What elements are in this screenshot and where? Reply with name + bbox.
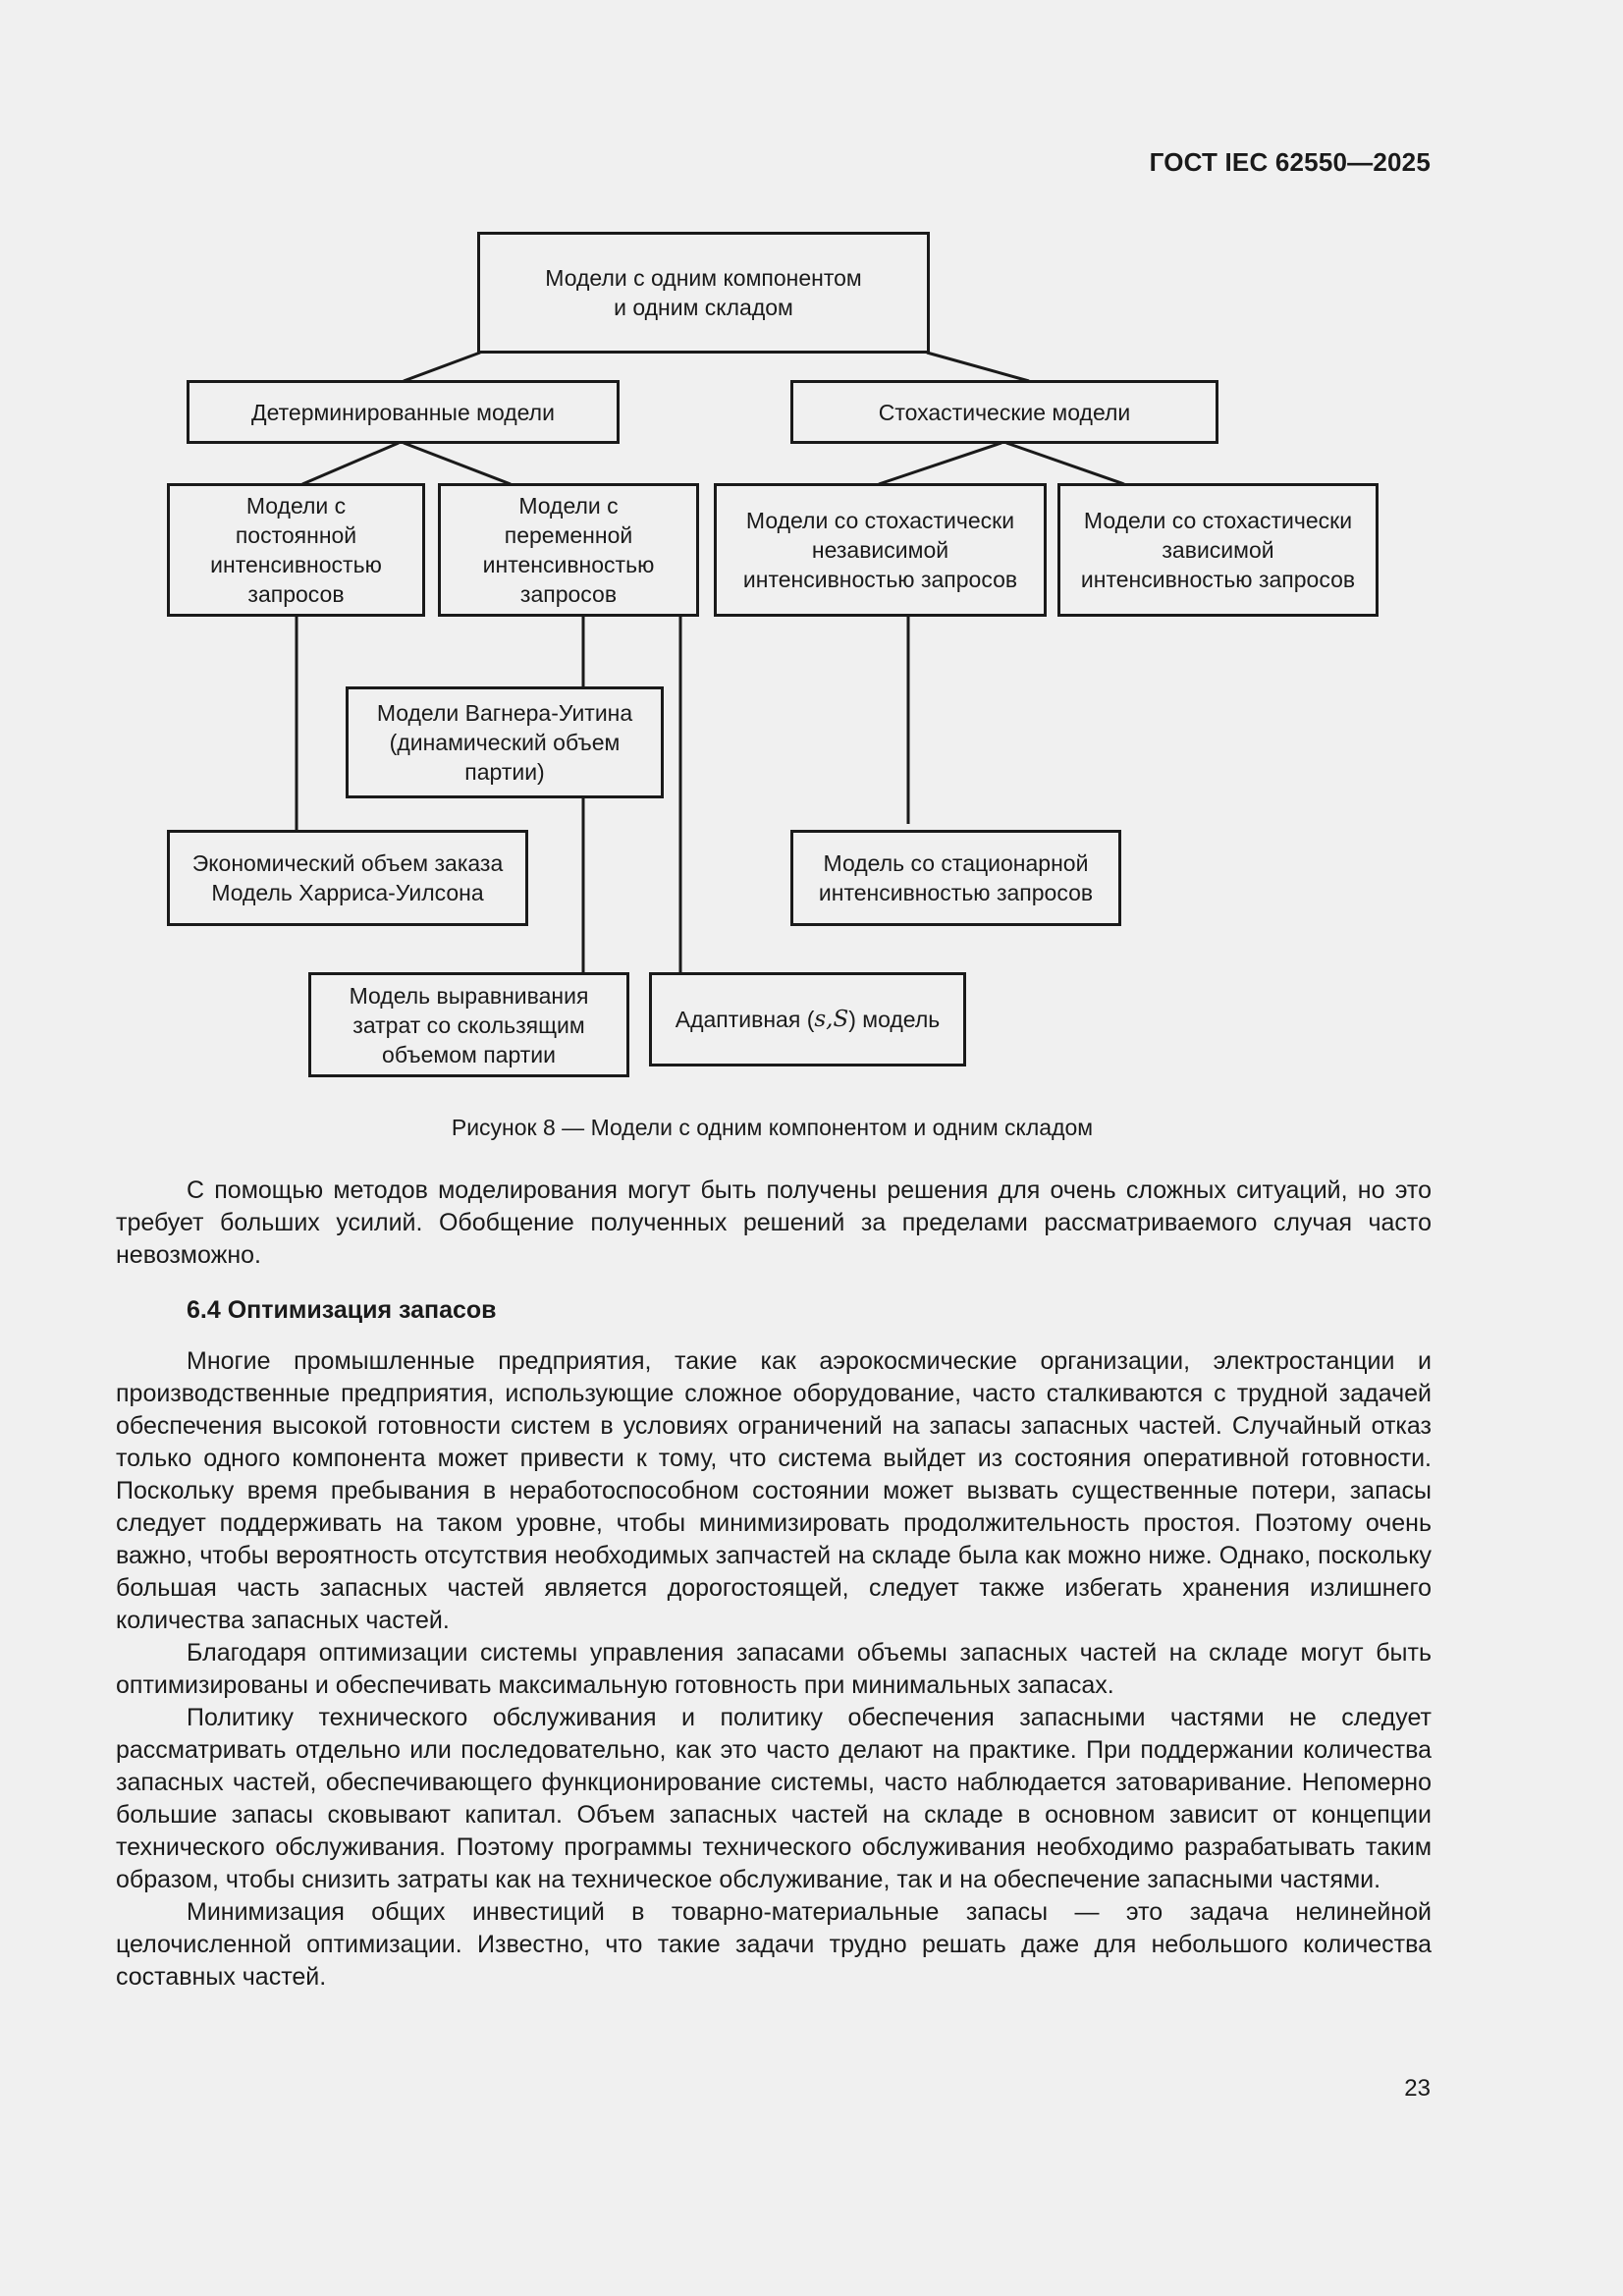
section-body	[116, 1345, 1432, 1994]
connector-deterministic-constant	[302, 443, 399, 484]
paragraph-minimization: Минимизация общих инвестиций в товарно-материальные запасы — это задача нелинейной целочисленной оптимизации. Известно, что такие задачи трудно решать даже для небольшого количества составных частей.	[116, 1898, 1432, 1991]
connector-root-stochastic	[927, 353, 1029, 381]
node-adaptive-sS	[649, 972, 966, 1066]
node-constant-demand: Модели с постоянной интенсивностью запросов	[167, 483, 425, 617]
adaptive-label-pre: Адаптивная (	[675, 1007, 815, 1032]
paragraph-maintenance-policy: Политику технического обслуживания и политику обеспечения запасными частями не следует рассматривать отдельно или последовательно, как это часто делают на практике. При поддержании количества запасных частей, обеспечивающего функционирование системы, часто наблюдается затоваривание. Непомерно большие запасы сковывают капитал. Объем запасных частей на складе в основном зависит от концепции технического обслуживания. Поэтому программы технического обслуживания необходимо разрабатывать таким образом, чтобы снизить затраты как на техническое обслуживание, так и на обеспечение запасными частями.	[116, 1704, 1432, 1893]
node-root: Модели с одним компонентом и одним складом	[477, 232, 930, 354]
paragraph-optimization: Благодаря оптимизации системы управления запасами объемы запасных частей на складе могут быть оптимизированы и обеспечивать максимальную готовность при минимальных запасах.	[116, 1639, 1432, 1699]
connector-deterministic-variable	[404, 443, 511, 484]
node-stochastic: Стохастические модели	[790, 380, 1218, 444]
section-title: 6.4 Оптимизация запасов	[187, 1296, 497, 1324]
node-stochastic-dependent: Модели со стохастически зависимой интенсивностью запросов	[1057, 483, 1379, 617]
document-header: ГОСТ IEC 62550—2025	[1149, 147, 1431, 177]
paragraph-modeling: С помощью методов моделирования могут быть получены решения для очень сложных ситуаций, но это требует больших усилий. Обобщение полученных решений за пределами рассматриваемого случая часто невозможно.	[116, 1176, 1432, 1269]
connector-stochastic-dependent	[1006, 443, 1124, 484]
intro-paragraph-block	[116, 1175, 1432, 1272]
node-deterministic: Детерминированные модели	[187, 380, 620, 444]
node-wagner-whitin: Модели Вагнера-Уитина (динамический объем партии)	[346, 686, 664, 798]
connector-root-deterministic	[404, 353, 480, 381]
adaptive-label-post: ) модель	[848, 1007, 941, 1032]
figure-caption: Рисунок 8 — Модели с одним компонентом и одним складом	[451, 1115, 1094, 1140]
node-stationary-demand: Модель со стационарной интенсивностью запросов	[790, 830, 1121, 926]
adaptive-label-math: s,S	[814, 1007, 849, 1032]
node-stochastic-independent: Модели со стохастически независимой интенсивностью запросов	[714, 483, 1047, 617]
node-eoq-harris-wilson: Экономический объем заказа Модель Харриса-Уилсона	[167, 830, 528, 926]
node-variable-demand: Модели с переменной интенсивностью запросов	[438, 483, 699, 617]
connector-stochastic-independent	[879, 443, 1001, 484]
paragraph-industries: Многие промышленные предприятия, такие как аэрокосмические организации, электростанции и производственные предприятия, использующие сложное оборудование, часто сталкиваются с трудной задачей обеспечения высокой готовности систем в условиях ограничений на запасы запасных частей. Случайный отказ только одного компонента может привести к тому, что система выйдет из состояния оперативной готовности. Поскольку время пребывания в неработоспособном состоянии может вызвать существенные потери, запасы следует поддерживать на таком уровне, чтобы минимизировать продолжительность простоя. Поэтому очень важно, чтобы вероятность отсутствия необходимых запчастей на складе была как можно ниже. Однако, поскольку большая часть запасных частей является дорогостоящей, следует также избегать хранения излишнего количества запасных частей.	[116, 1347, 1432, 1634]
node-sliding-lot: Модель выравнивания затрат со скользящим объемом партии	[308, 972, 629, 1077]
page-number: 23	[1404, 2075, 1431, 2102]
